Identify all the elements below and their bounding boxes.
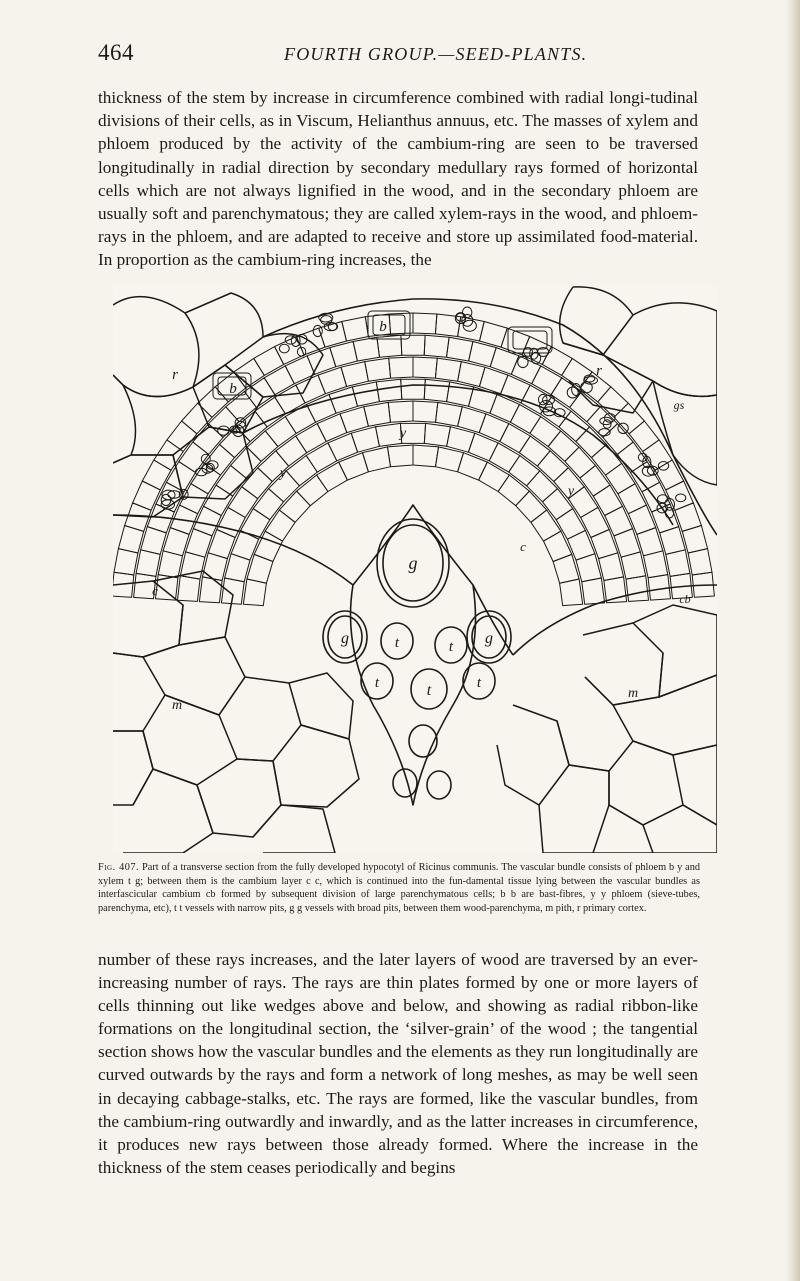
caption-label: Fig. 407.	[98, 862, 140, 873]
section-illustration	[113, 285, 717, 853]
label-y-center: y	[399, 426, 407, 441]
label-g-center: g	[408, 553, 418, 573]
label-b-top: b	[379, 319, 387, 335]
label-t-4: t	[426, 682, 432, 699]
label-m-right: m	[627, 686, 639, 701]
label-t-5: t	[476, 675, 482, 691]
paragraph-top: thickness of the stem by increase in circumference combined with radial longi-tudinal divisions of their cells, as in Viscum, Helianthus annuus, etc. The masses of xylem and phloem produced by the activity of the cambium-ring are seen to be traversed longitudinally in radial direction by secondary medullary rays formed of horizontal cells which are not always lignified in the wood, and in the secondary phloem are usually soft and parenchymatous; they are called xylem-rays in the wood, and phloem-rays in the phloem, and are adapted to receive and store up assimilated food-material. In proportion as the cambium-ring increases, the	[98, 88, 698, 270]
label-r-left: r	[172, 367, 178, 383]
page-edge	[786, 0, 800, 1281]
running-head: FOURTH GROUP.—SEED-PLANTS.	[284, 44, 588, 64]
figure-ricinus-section	[113, 285, 717, 853]
label-t-3: t	[374, 675, 380, 691]
label-y-left: y	[279, 466, 287, 481]
label-y-right: y	[567, 484, 575, 499]
caption-text: Part of a transverse section from the fully developed hypocotyl of Ricinus communis. The vascular bundle consists of phloem b y and xylem t g; between them is the cambium layer c c, which is continued into the fun-damental tissue lying between the vascular bundles as interfascicular cambium cb formed by subsequent division of large parenchymatous cells; b b are bast-fibres, y y phloem (sieve-tubes, parenchyma, etc), t t vessels with narrow pits, g g vessels with broad pits, between them wood-parenchyma, m pith, r primary cortex.	[98, 862, 700, 914]
page-header	[98, 40, 698, 70]
paragraph-bottom: number of these rays increases, and the later layers of wood are traversed by an ever-increasing number of rays. The rays are thin plates formed by one or more layers of cells thinning out like wedges above and below, and showing as radial ribbon-like formations on the longitudinal section, the ‘silver-grain’ of the wood ; the tangential section shows how the vascular bundles and the elements as they run longitudinally are curved outwards by the rays and form a network of long meshes, as may be well seen in decaying cabbage-stalks, etc. The rays are formed, like the vascular bundles, from the cambium-ring outwardly and inwardly, and as the latter increases in circumference, it produces new rays between those already formed. Where the increase in the thickness of the stem ceases periodically and begins	[98, 950, 698, 1177]
figure-caption	[98, 861, 700, 915]
label-g-right: g	[485, 630, 493, 647]
label-t-2: t	[448, 639, 454, 655]
label-r-right: r	[596, 363, 602, 379]
label-b-left: b	[229, 381, 237, 397]
label-gs-right: gs	[673, 398, 685, 412]
label-g-left: g	[341, 630, 349, 647]
label-c-center: c	[520, 539, 526, 554]
label-t-1: t	[394, 635, 400, 651]
page-number: 464	[98, 40, 134, 65]
label-m-left: m	[171, 698, 183, 713]
label-cb-right: cb	[679, 592, 691, 606]
label-c-left: c	[152, 583, 158, 598]
